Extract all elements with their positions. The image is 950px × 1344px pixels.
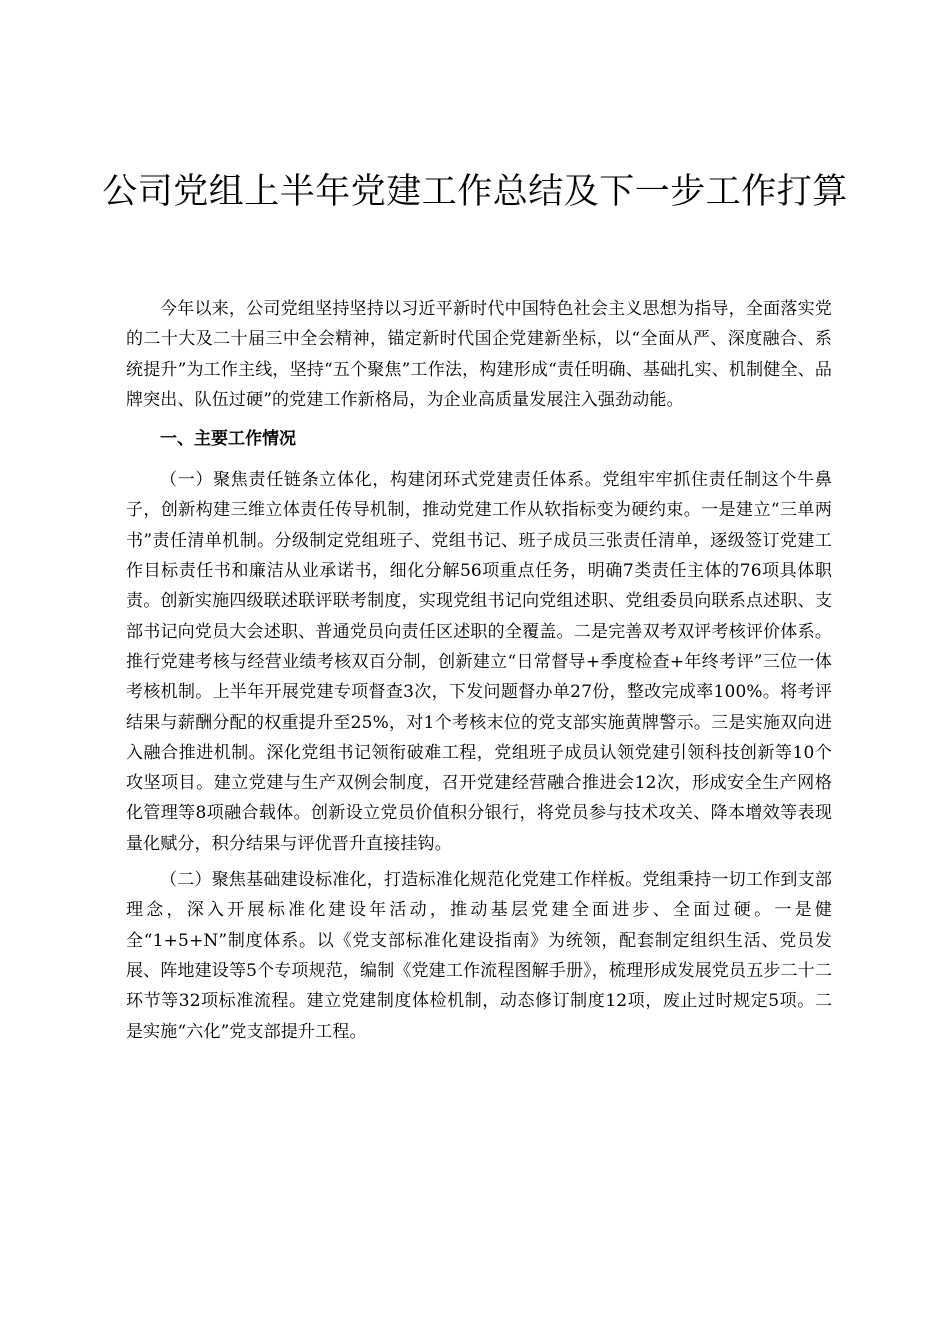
intro-paragraph: 今年以来，公司党组坚持坚持以习近平新时代中国特色社会主义思想为指导，全面落实党的二十大及二十届三中全会精神，锚定新时代国企党建新坐标，以“全面从严、深度融合、系统提升”为工作主线，坚持“五个聚焦”工作法，构建形成“责任明确、基础扎实、机制健全、品牌突出、队伍过硬”的党建工作新格局，为企业高质量发展注入强劲动能。: [126, 299, 832, 410]
document-body: [126, 294, 832, 1053]
document-title: 公司党组上半年党建工作总结及下一步工作打算: [102, 172, 848, 212]
body-paragraph-2: （二）聚焦基础建设标准化，打造标准化规范化党建工作样板。党组秉持一切工作到支部理念，深入开展标准化建设年活动，推动基层党建全面进步、全面过硬。一是健全“1+5+N”制度体系。以《党支部标准化建设指南》为统领，配套制定组织生活、党员发展、阵地建设等5个专项规范，编制《党建工作流程图解手册》，梳理形成发展党员五步二十二环节等32项标准流程。建立党建制度体检机制，动态修订制度12项，废止过时规定5项。二是实施“六化”党支部提升工程。: [126, 870, 832, 1042]
body-paragraph-1: （一）聚焦责任链条立体化，构建闭环式党建责任体系。党组牢牢抓住责任制这个牛鼻子，创新构建三维立体责任传导机制，推动党建工作从软指标变为硬约束。一是建立“三单两书”责任清单机制。分级制定党组班子、党组书记、班子成员三张责任清单，逐级签订党建工作目标责任书和廉洁从业承诺书，细化分解56项重点任务，明确7类责任主体的76项具体职责。创新实施四级联述联评联考制度，实现党组书记向党组述职、党组委员向联系点述职、支部书记向党员大会述职、普通党员向责任区述职的全覆盖。二是完善双考双评考核评价体系。推行党建考核与经营业绩考核双百分制，创新建立“日常督导+季度检查+年终考评”三位一体考核机制。上半年开展党建专项督查3次，下发问题督办单27份，整改完成率100%。将考评结果与薪酬分配的权重提升至25%，对1个考核末位的党支部实施黄牌警示。三是实施双向进入融合推进机制。深化党组书记领衔破难工程，党组班子成员认领党建引领科技创新等10个攻坚项目。建立党建与生产双例会制度，召开党建经营融合推进会12次，形成安全生产网格化管理等8项融合载体。创新设立党员价值积分银行，将党员参与技术攻关、降本增效等表现量化赋分，积分结果与评优晋升直接挂钩。: [126, 470, 832, 854]
section-heading: 一、主要工作情况: [160, 429, 296, 450]
